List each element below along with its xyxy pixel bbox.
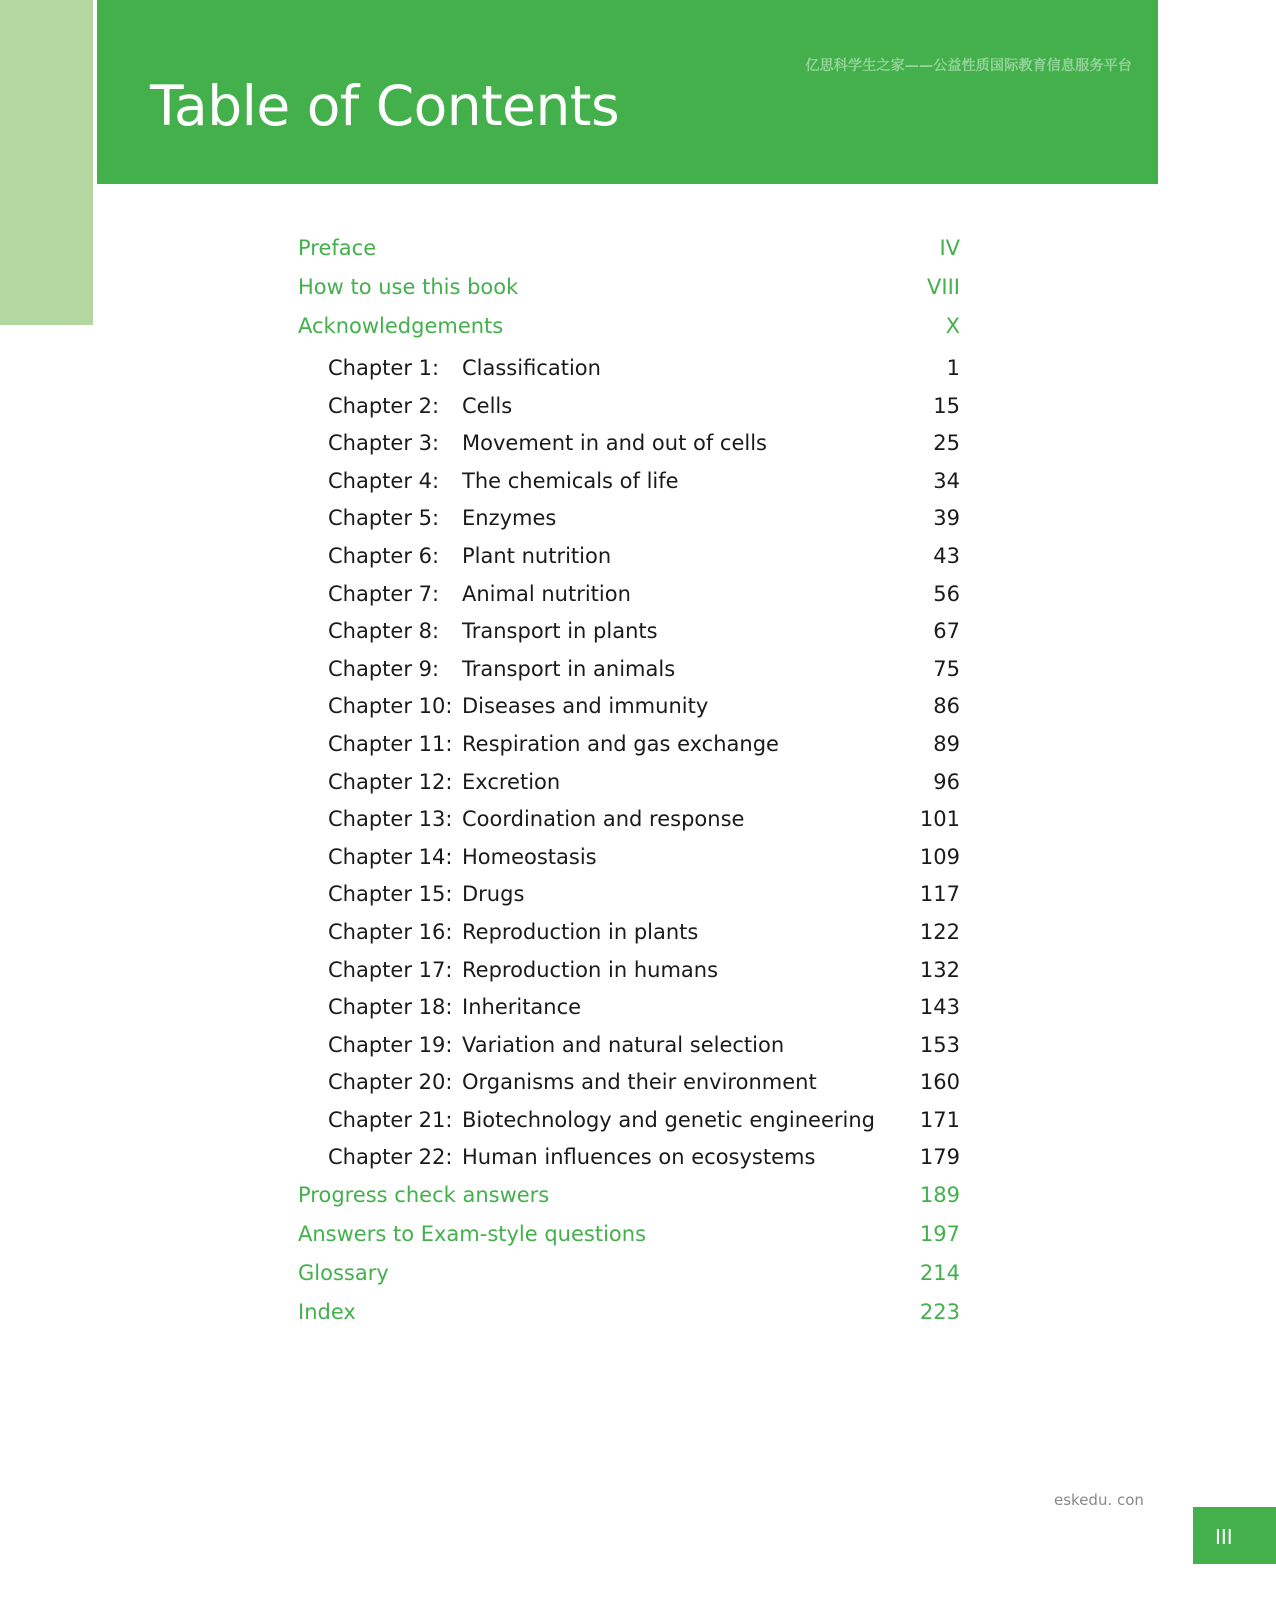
chapter-label: Chapter 18:: [328, 995, 453, 1020]
chapter-label: Chapter 20:: [328, 1070, 453, 1095]
chapter-page: 34: [933, 468, 960, 493]
toc-entry-page: 189: [919, 1183, 960, 1208]
chapter-title: The chemicals of life: [462, 468, 679, 493]
chapter-page: 96: [933, 769, 960, 794]
chapter-label: Chapter 10:: [328, 694, 453, 719]
chapter-title: Biotechnology and genetic engineering: [462, 1107, 875, 1132]
chapter-title: Transport in plants: [462, 619, 658, 644]
chapter-page: 1: [946, 356, 960, 380]
toc-entry-page: 223: [919, 1300, 960, 1325]
toc-entry[interactable]: [298, 314, 960, 353]
chapter-page: 109: [919, 844, 960, 869]
chapter-label: Chapter 4:: [328, 468, 440, 493]
chapter-page: 75: [933, 656, 960, 681]
chapter-title: Reproduction in plants: [462, 919, 699, 944]
chapter-page: 89: [933, 731, 960, 756]
chapter-label: Chapter 15:: [328, 882, 453, 907]
chapter-page: 160: [919, 1070, 960, 1095]
chapter-page: 15: [933, 393, 960, 418]
chapter-page: 153: [919, 1032, 960, 1057]
chapter-label: Chapter 22:: [328, 1145, 453, 1170]
toc-chapter-entry[interactable]: [298, 845, 960, 883]
toc-chapter-entry[interactable]: [298, 770, 960, 808]
toc-chapter-entry[interactable]: [298, 544, 960, 582]
header-band: [97, 0, 1158, 184]
chapter-label: Chapter 14:: [328, 844, 453, 869]
chapter-page: 143: [919, 995, 960, 1020]
chapter-title: Classification: [462, 356, 601, 380]
chapter-label: Chapter 13:: [328, 807, 453, 832]
chapter-label: Chapter 16:: [328, 919, 453, 944]
toc-chapter-entry[interactable]: [298, 469, 960, 507]
chapter-label: Chapter 11:: [328, 731, 453, 756]
toc-chapter-entry[interactable]: [298, 356, 960, 394]
chapter-title: Organisms and their environment: [462, 1070, 817, 1095]
chapter-list: [298, 356, 960, 1183]
toc-chapter-entry[interactable]: [298, 582, 960, 620]
chapter-title: Homeostasis: [462, 844, 597, 869]
chapter-page: 122: [919, 919, 960, 944]
toc-chapter-entry[interactable]: [298, 995, 960, 1033]
toc-chapter-entry[interactable]: [298, 657, 960, 695]
table-of-contents: [298, 236, 960, 1339]
toc-chapter-entry[interactable]: [298, 394, 960, 432]
chapter-page: 101: [919, 807, 960, 832]
chapter-label: Chapter 9:: [328, 656, 440, 681]
toc-chapter-entry[interactable]: [298, 958, 960, 996]
toc-chapter-entry[interactable]: [298, 732, 960, 770]
toc-entry-title: How to use this book: [298, 275, 519, 299]
chapter-label: Chapter 21:: [328, 1107, 453, 1132]
chapter-label: Chapter 1:: [328, 356, 440, 380]
chapter-page: 171: [919, 1107, 960, 1132]
chapter-label: Chapter 12:: [328, 769, 453, 794]
toc-entry[interactable]: [298, 236, 960, 275]
chapter-title: Movement in and out of cells: [462, 431, 767, 456]
toc-chapter-entry[interactable]: [298, 1145, 960, 1183]
chapter-title: Transport in animals: [462, 656, 676, 681]
chapter-page: 56: [933, 581, 960, 606]
toc-chapter-entry[interactable]: [298, 807, 960, 845]
toc-entry-page: 197: [919, 1222, 960, 1247]
chapter-title: Human influences on ecosystems: [462, 1145, 816, 1170]
toc-entry[interactable]: [298, 1183, 960, 1222]
toc-chapter-entry[interactable]: [298, 694, 960, 732]
toc-entry[interactable]: [298, 1261, 960, 1300]
chapter-page: 39: [933, 506, 960, 531]
toc-entry-title: Preface: [298, 236, 377, 260]
toc-entry[interactable]: [298, 275, 960, 314]
toc-entry-page: 214: [919, 1261, 960, 1286]
chapter-title: Drugs: [462, 882, 525, 907]
toc-entry-page: X: [945, 314, 960, 338]
chapter-page: 132: [919, 957, 960, 982]
chapter-title: Inheritance: [462, 995, 582, 1020]
chapter-title: Cells: [462, 393, 513, 418]
chapter-label: Chapter 19:: [328, 1032, 453, 1057]
side-accent-strip: [0, 0, 93, 325]
watermark-text: 亿思科学生之家——公益性质国际教育信息服务平台: [805, 58, 1132, 74]
toc-entry-title: Glossary: [298, 1261, 389, 1286]
chapter-label: Chapter 2:: [328, 393, 440, 418]
toc-chapter-entry[interactable]: [298, 1108, 960, 1146]
chapter-page: 43: [933, 543, 960, 568]
toc-entry-title: Answers to Exam-style questions: [298, 1222, 647, 1247]
chapter-label: Chapter 6:: [328, 543, 440, 568]
chapter-title: Plant nutrition: [462, 543, 612, 568]
chapter-title: Excretion: [462, 769, 561, 794]
chapter-label: Chapter 8:: [328, 619, 440, 644]
page-number: III: [1215, 1525, 1233, 1549]
toc-entry[interactable]: [298, 1222, 960, 1261]
chapter-page: 179: [919, 1145, 960, 1170]
chapter-title: Reproduction in humans: [462, 957, 719, 982]
chapter-page: 86: [933, 694, 960, 719]
toc-chapter-entry[interactable]: [298, 619, 960, 657]
toc-entry-title: Index: [298, 1300, 356, 1325]
toc-chapter-entry[interactable]: [298, 1070, 960, 1108]
page-number-box: [1193, 1507, 1276, 1564]
chapter-title: Enzymes: [462, 506, 557, 531]
site-watermark: eskedu. con: [1054, 1491, 1144, 1509]
chapter-page: 117: [919, 882, 960, 907]
chapter-label: Chapter 5:: [328, 506, 440, 531]
back-matter-list: [298, 1183, 960, 1339]
toc-chapter-entry[interactable]: [298, 506, 960, 544]
toc-entry-title: Progress check answers: [298, 1183, 550, 1208]
toc-entry-title: Acknowledgements: [298, 314, 504, 338]
toc-chapter-entry[interactable]: [298, 920, 960, 958]
chapter-title: Animal nutrition: [462, 581, 631, 606]
toc-chapter-entry[interactable]: [298, 1033, 960, 1071]
toc-entry[interactable]: [298, 1300, 960, 1339]
chapter-title: Diseases and immunity: [462, 694, 709, 719]
toc-chapter-entry[interactable]: [298, 431, 960, 469]
toc-chapter-entry[interactable]: [298, 882, 960, 920]
chapter-page: 67: [933, 619, 960, 644]
chapter-label: Chapter 7:: [328, 581, 440, 606]
chapter-label: Chapter 17:: [328, 957, 453, 982]
toc-entry-page: IV: [939, 236, 960, 260]
toc-entry-page: VIII: [927, 275, 960, 299]
chapter-title: Coordination and response: [462, 807, 745, 832]
chapter-label: Chapter 3:: [328, 431, 440, 456]
page-title: Table of Contents: [150, 74, 620, 138]
front-matter-list: [298, 236, 960, 353]
chapter-title: Variation and natural selection: [462, 1032, 785, 1057]
chapter-title: Respiration and gas exchange: [462, 731, 779, 756]
chapter-page: 25: [933, 431, 960, 456]
